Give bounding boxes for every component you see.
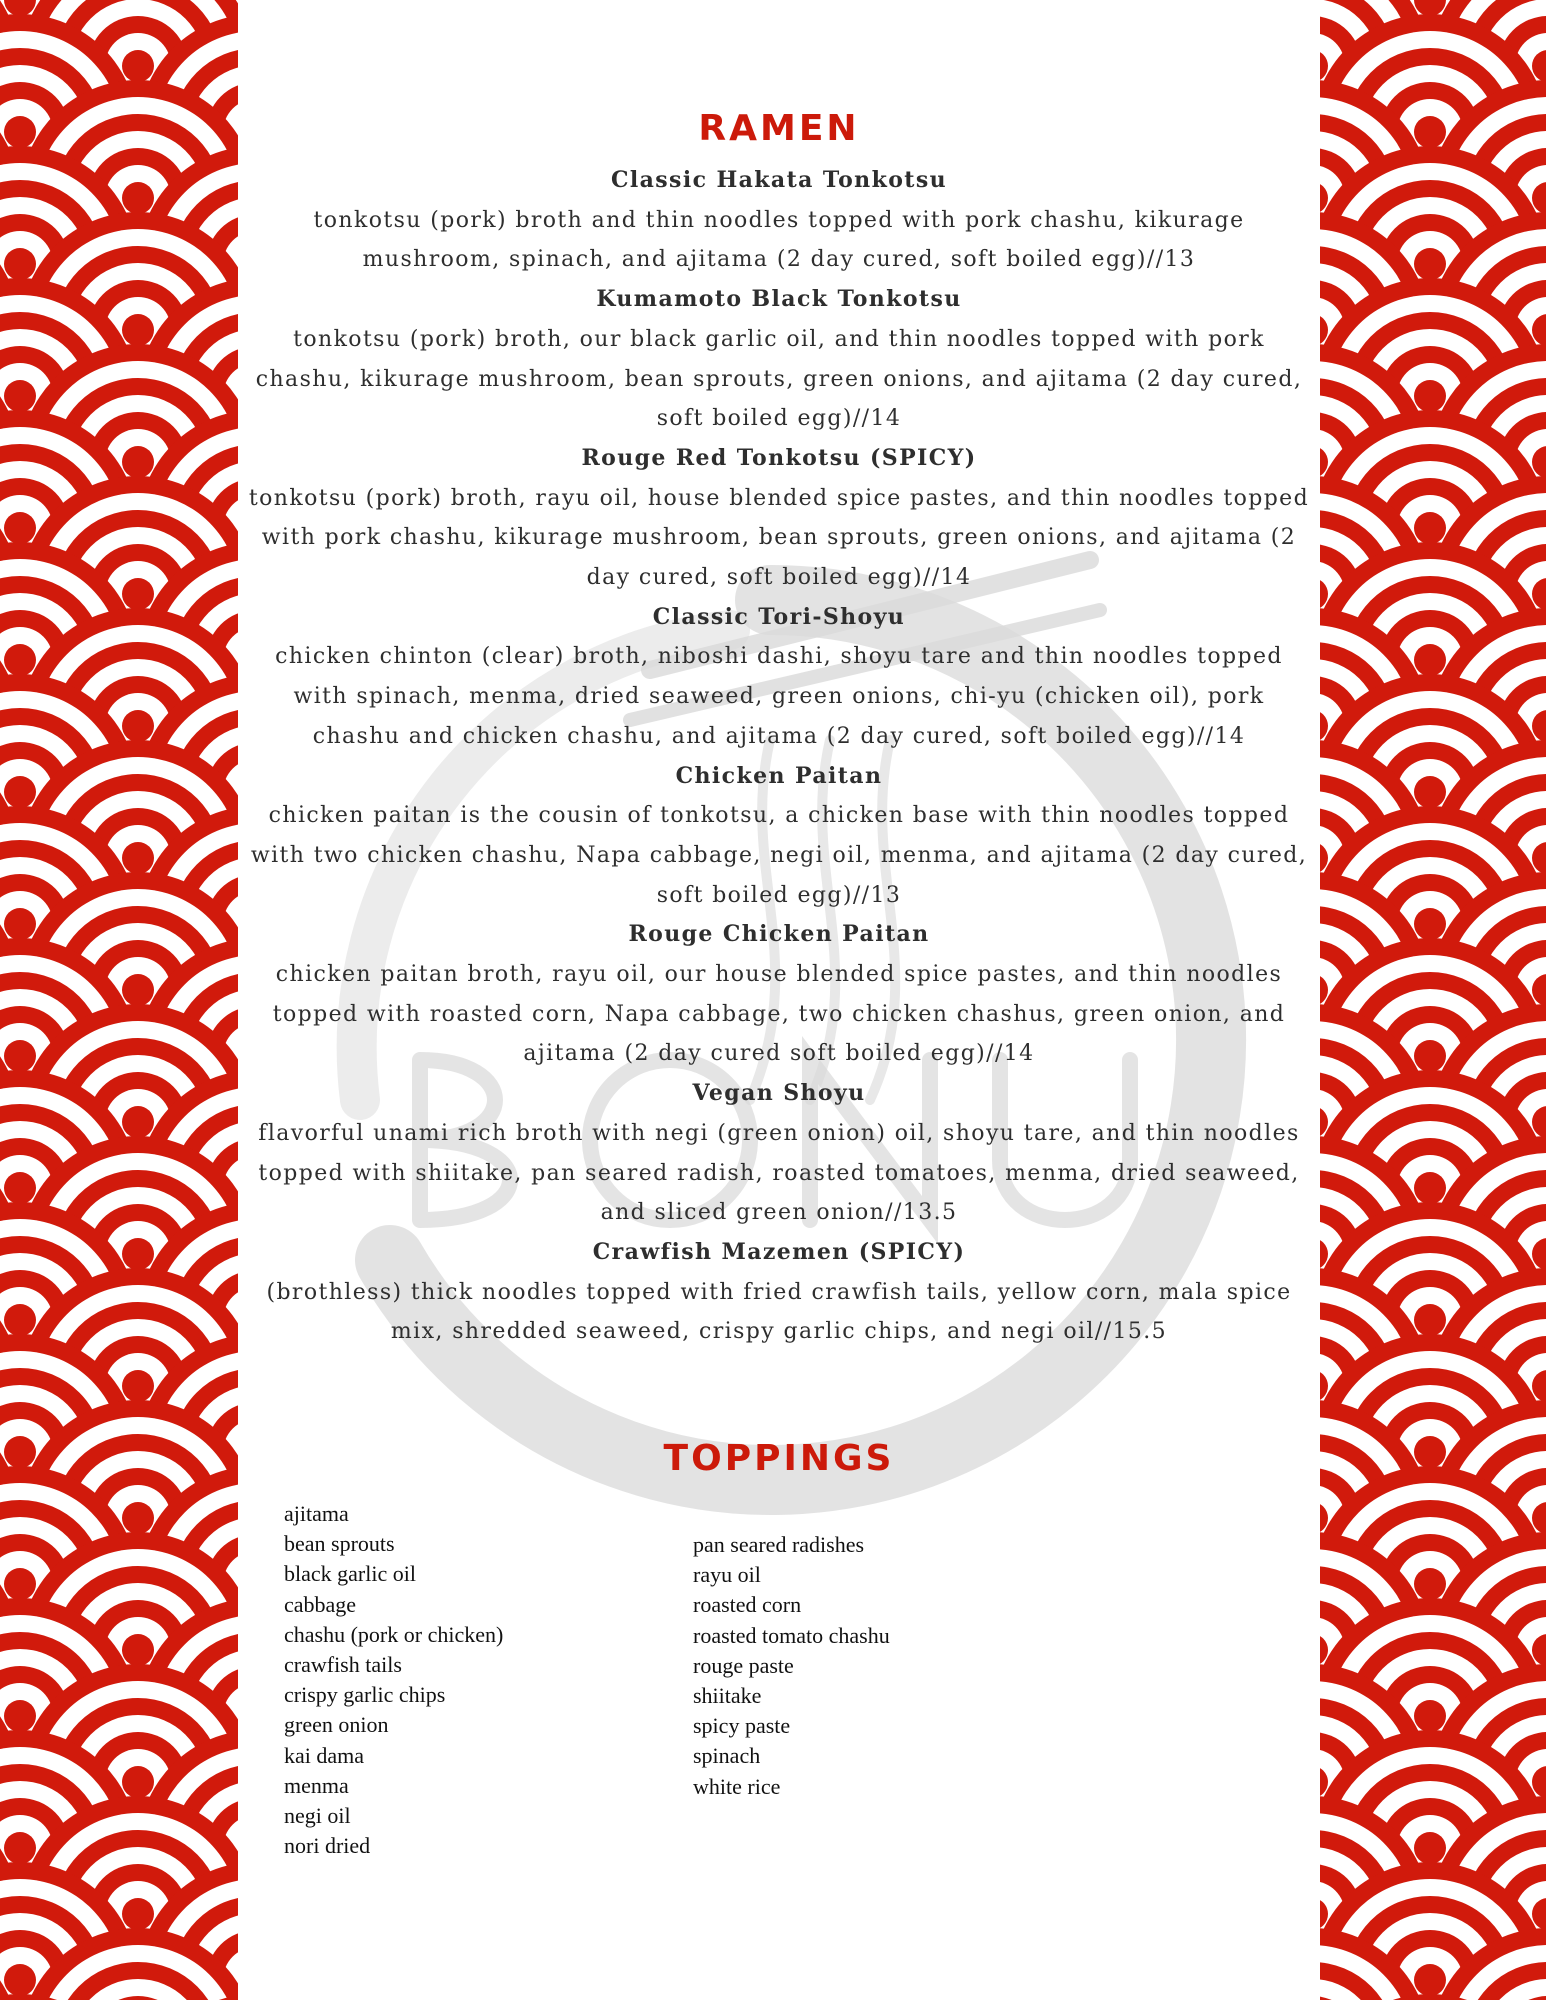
menu-item	[242, 757, 1316, 916]
topping-item: spicy paste	[693, 1713, 791, 1739]
item-description: tonkotsu (pork) broth, rayu oil, house blended spice pastes, and thin noodles topped with pork chashu, kikurage mushroom, bean sprouts, green onions, and ajitama (2 day cured, soft boiled egg)//14	[248, 485, 1310, 591]
topping-item: chashu (pork or chicken)	[284, 1621, 504, 1647]
menu-item	[242, 280, 1316, 439]
menu-item	[242, 161, 1316, 280]
topping-item: kai dama	[284, 1742, 365, 1768]
toppings-column-1	[284, 1499, 503, 1861]
menu-item	[242, 915, 1316, 1074]
topping-item: green onion	[284, 1712, 389, 1738]
item-description: tonkotsu (pork) broth and thin noodles topped with pork chashu, kikurage mushroom, spinach, and ajitama (2 day cured, soft boiled egg)//13	[313, 207, 1245, 273]
topping-item: spinach	[693, 1743, 761, 1769]
item-description: flavorful unami rich broth with negi (green onion) oil, shoyu tare, and thin noodles topped with shiitake, pan seared radish, roasted tomatoes, menma, dried seaweed, and sliced green onion//13.5	[258, 1120, 1300, 1226]
menu-item	[242, 598, 1316, 757]
left-wave-border	[0, 0, 238, 2000]
topping-item: shiitake	[693, 1683, 762, 1709]
item-description: chicken paitan broth, rayu oil, our house blended spice pastes, and thin noodles topped with roasted corn, Napa cabbage, two chicken chashus, green onion, and ajitama (2 day cured soft boiled egg)//14	[272, 962, 1286, 1067]
menu-item	[242, 439, 1316, 598]
item-description: chicken paitan is the cousin of tonkotsu, a chicken base with thin noodles topped with two chicken chashu, Napa cabbage, negi oil, menma, and ajitama (2 day cured, soft boiled egg)//13	[250, 803, 1308, 908]
item-name: Chicken Paitan	[675, 762, 883, 789]
topping-item: crawfish tails	[284, 1652, 402, 1678]
item-name: Crawfish Mazemen (SPICY)	[592, 1238, 966, 1265]
topping-item: bean sprouts	[284, 1531, 395, 1557]
toppings-heading: TOPPINGS	[663, 1437, 895, 1479]
wave-pattern-left	[0, 0, 238, 2000]
topping-item: roasted tomato chashu	[693, 1622, 890, 1648]
topping-item: negi oil	[284, 1803, 351, 1829]
topping-item: black garlic oil	[284, 1561, 416, 1587]
item-description: chicken chinton (clear) broth, niboshi dashi, shoyu tare and thin noodles topped with spinach, menma, dried seaweed, green onions, chi-yu (chicken oil), pork chashu and chicken chashu, and ajitama (2 day cured, soft boiled egg)//14	[275, 644, 1283, 749]
topping-item: crispy garlic chips	[284, 1682, 446, 1708]
item-description: (brothless) thick noodles topped with fried crawfish tails, yellow corn, mala spice mix, shredded seaweed, crispy garlic chips, and negi oil//15.5	[266, 1279, 1292, 1345]
item-name: Kumamoto Black Tonkotsu	[596, 286, 962, 313]
item-description: tonkotsu (pork) broth, our black garlic oil, and thin noodles topped with pork chashu, kikurage mushroom, bean sprouts, green onions, and ajitama (2 day cured, soft boiled egg)//14	[255, 326, 1303, 432]
item-name: Rouge Chicken Paitan	[628, 921, 930, 948]
topping-item: nori dried	[284, 1833, 371, 1859]
item-name: Rouge Red Tonkotsu (SPICY)	[581, 444, 977, 471]
topping-item: cabbage	[284, 1591, 357, 1617]
topping-item: rayu oil	[693, 1562, 761, 1588]
topping-item: ajitama	[284, 1501, 349, 1526]
topping-item: white rice	[693, 1773, 781, 1799]
toppings-column-2	[693, 1530, 890, 1802]
right-wave-border	[1320, 0, 1546, 2000]
item-name: Classic Hakata Tonkotsu	[610, 167, 948, 193]
topping-item: pan seared radishes	[693, 1532, 865, 1557]
menu-item	[242, 1074, 1316, 1233]
topping-item: rouge paste	[693, 1652, 794, 1678]
item-name: Classic Tori-Shoyu	[652, 603, 906, 630]
topping-item: menma	[284, 1772, 349, 1798]
menu-page	[242, 0, 1316, 2000]
wave-pattern-right	[1320, 0, 1546, 2000]
topping-item: roasted corn	[693, 1592, 802, 1618]
ramen-list	[242, 161, 1316, 1352]
item-name: Vegan Shoyu	[692, 1080, 866, 1107]
menu-item	[242, 1233, 1316, 1352]
ramen-heading: RAMEN	[698, 108, 860, 150]
